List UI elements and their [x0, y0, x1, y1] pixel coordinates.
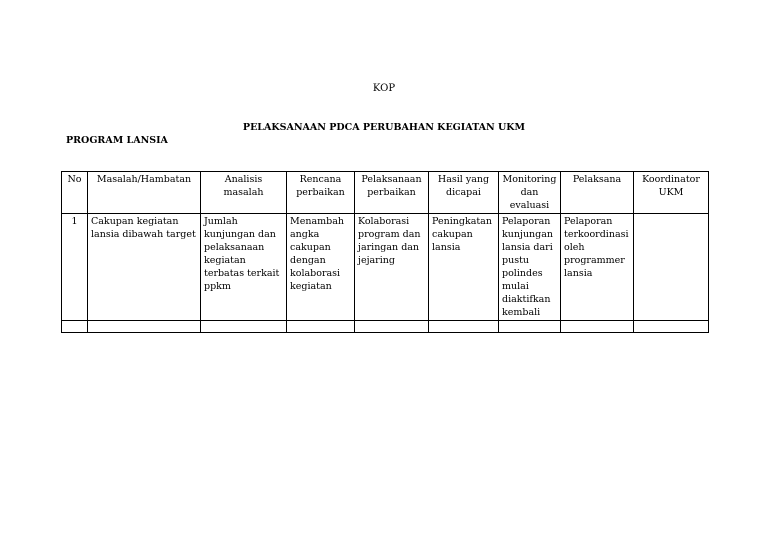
document-title: PELAKSANAAN PDCA PERUBAHAN KEGIATAN UKM — [242, 122, 526, 133]
cell-masalah: Cakupan kegiatan lansia dibawah target — [88, 214, 201, 321]
cell-monitoring: Pelaporan kunjungan lansia dari pustu polindes mulai diaktifkan kembali — [499, 214, 561, 321]
cell-analisis: Jumlah kunjungan dan pelaksanaan kegiatan terbatas terkait ppkm — [201, 214, 287, 321]
col-header-koordinator: Koordinator UKM — [634, 172, 709, 214]
col-header-no: No — [62, 172, 88, 214]
col-header-analisis: Analisis masalah — [201, 172, 287, 214]
empty-cell — [287, 321, 355, 333]
cell-koordinator — [634, 214, 709, 321]
table-row-empty — [62, 321, 709, 333]
col-header-monitoring: Monitoring dan evaluasi — [499, 172, 561, 214]
cell-hasil: Peningkatan cakupan lansia — [429, 214, 499, 321]
col-header-rencana: Rencana perbaikan — [287, 172, 355, 214]
kop-label: KOP — [372, 83, 396, 94]
empty-cell — [561, 321, 634, 333]
table-header-row — [62, 172, 709, 214]
col-header-pelaksana: Pelaksana — [561, 172, 634, 214]
empty-cell — [201, 321, 287, 333]
cell-pelaksanaan: Kolaborasi program dan jaringan dan jejaring — [355, 214, 429, 321]
col-header-masalah: Masalah/Hambatan — [88, 172, 201, 214]
cell-no: 1 — [62, 214, 88, 321]
empty-cell — [355, 321, 429, 333]
empty-cell — [499, 321, 561, 333]
cell-pelaksana: Pelaporan terkoordinasi oleh programmer lansia — [561, 214, 634, 321]
empty-cell — [429, 321, 499, 333]
table-row — [62, 214, 709, 321]
empty-cell — [88, 321, 201, 333]
col-header-pelaksanaan: Pelaksanaan perbaikan — [355, 172, 429, 214]
cell-rencana: Menambah angka cakupan dengan kolaborasi kegiatan — [287, 214, 355, 321]
empty-cell — [62, 321, 88, 333]
empty-cell — [634, 321, 709, 333]
pdca-table — [61, 171, 709, 333]
program-label: PROGRAM LANSIA — [66, 135, 168, 146]
col-header-hasil: Hasil yang dicapai — [429, 172, 499, 214]
